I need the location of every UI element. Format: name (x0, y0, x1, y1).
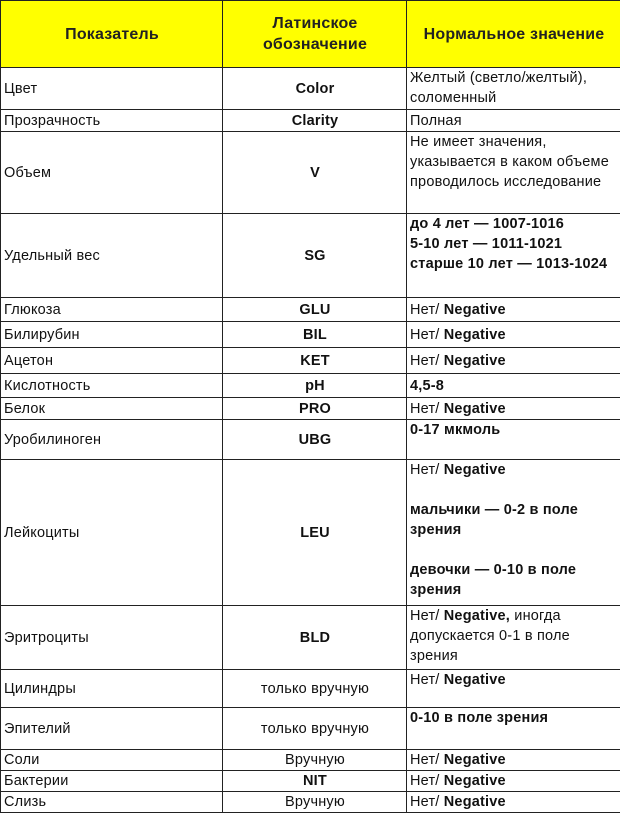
normal-value: Желтый (светло/желтый), соломенный (407, 68, 620, 110)
indicator-name: Бактерии (1, 771, 223, 792)
header-latin: Латинское обозначение (223, 1, 407, 68)
normal-value-line: мальчики — 0-2 в поле зрения (410, 500, 618, 540)
latin-code: V (223, 132, 407, 214)
normal-value: Нет/ Negative (407, 771, 620, 792)
indicator-name: Глюкоза (1, 298, 223, 322)
normal-value: Нет/ Negative (407, 670, 620, 708)
normal-value: 0-10 в поле зрения (407, 708, 620, 750)
normal-value: Нет/ Negative (407, 750, 620, 771)
normal-value: Полная (407, 110, 620, 132)
normal-value: Нет/ Negative, иногда допускается 0-1 в поле зрения (407, 606, 620, 670)
normal-value-line: девочки — 0-10 в поле зрения (410, 560, 618, 600)
latin-code: UBG (223, 420, 407, 460)
indicator-name: Слизь (1, 792, 223, 813)
table-row (1, 374, 620, 398)
normal-value (407, 460, 620, 606)
normal-value: 0-17 мкмоль (407, 420, 620, 460)
normal-value: 4,5-8 (407, 374, 620, 398)
table-row (1, 792, 620, 813)
table-row (1, 68, 620, 110)
table-row (1, 771, 620, 792)
latin-code: LEU (223, 460, 407, 606)
latin-code: только вручную (223, 670, 407, 708)
table-row (1, 606, 620, 670)
indicator-name: Кислотность (1, 374, 223, 398)
latin-code: NIT (223, 771, 407, 792)
latin-code: BIL (223, 322, 407, 348)
normal-value: Нет/ Negative (407, 322, 620, 348)
latin-code: BLD (223, 606, 407, 670)
indicator-name: Объем (1, 132, 223, 214)
normal-value-line: до 4 лет — 1007-1016 (410, 214, 618, 234)
normal-value: Не имеет значения, указывается в каком объеме проводилось исследование (407, 132, 620, 214)
normal-value-line: 5-10 лет — 1011-1021 (410, 234, 618, 254)
header-row (1, 1, 620, 68)
table-row (1, 132, 620, 214)
normal-value: Нет/ Negative (407, 298, 620, 322)
latin-code: PRO (223, 398, 407, 420)
table-row (1, 750, 620, 771)
normal-value-line: старше 10 лет — 1013-1024 (410, 254, 618, 274)
indicator-name: Удельный вес (1, 214, 223, 298)
indicator-name: Эритроциты (1, 606, 223, 670)
table-row (1, 708, 620, 750)
table-row (1, 348, 620, 374)
table-row (1, 420, 620, 460)
header-indicator: Показатель (1, 1, 223, 68)
indicator-name: Лейкоциты (1, 460, 223, 606)
indicator-name: Цвет (1, 68, 223, 110)
indicator-name: Цилиндры (1, 670, 223, 708)
table-row (1, 214, 620, 298)
indicator-name: Билирубин (1, 322, 223, 348)
normal-value: Нет/ Negative (407, 792, 620, 813)
indicator-name: Соли (1, 750, 223, 771)
latin-code: KET (223, 348, 407, 374)
normal-value: Нет/ Negative (407, 348, 620, 374)
indicator-name: Эпителий (1, 708, 223, 750)
latin-code: только вручную (223, 708, 407, 750)
table-row (1, 398, 620, 420)
latin-code: Color (223, 68, 407, 110)
indicator-name: Уробилиноген (1, 420, 223, 460)
normal-value (407, 214, 620, 298)
table-row (1, 322, 620, 348)
latin-code: Вручную (223, 750, 407, 771)
indicator-name: Ацетон (1, 348, 223, 374)
table-row (1, 670, 620, 708)
table-row (1, 110, 620, 132)
normal-value-line: Нет/ Negative (410, 460, 618, 480)
header-normal: Нормальное значение (407, 1, 620, 68)
latin-code: pH (223, 374, 407, 398)
normal-value: Нет/ Negative (407, 398, 620, 420)
latin-code: GLU (223, 298, 407, 322)
table-row (1, 298, 620, 322)
indicator-name: Белок (1, 398, 223, 420)
indicator-name: Прозрачность (1, 110, 223, 132)
latin-code: SG (223, 214, 407, 298)
table-row (1, 460, 620, 606)
latin-code: Вручную (223, 792, 407, 813)
latin-code: Clarity (223, 110, 407, 132)
